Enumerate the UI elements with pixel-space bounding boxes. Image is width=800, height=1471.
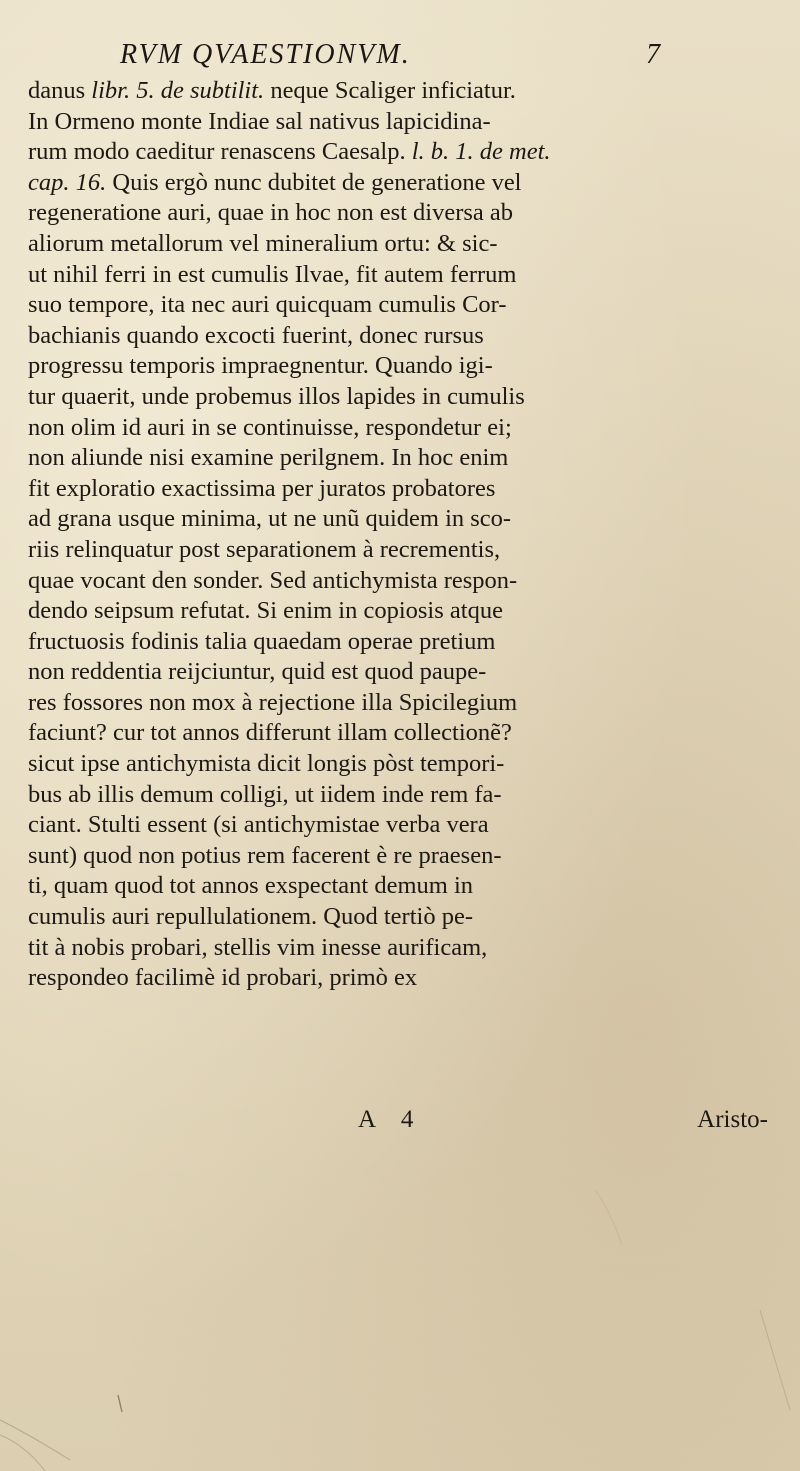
text-segment: rum modo caeditur renascens Caesalp. bbox=[28, 138, 412, 166]
text-segment: neque Scaliger inficiatur. bbox=[264, 77, 516, 104]
text-segment: progressu temporis impraegnentur. Quando igi- bbox=[28, 352, 493, 380]
text-line bbox=[28, 657, 776, 688]
text-segment: bachianis quando excocti fuerint, donec rursus bbox=[28, 321, 484, 349]
text-line bbox=[28, 290, 776, 321]
text-line bbox=[28, 321, 776, 352]
text-segment: regeneratione auri, quae in hoc non est diversa ab bbox=[28, 199, 514, 227]
page-header bbox=[120, 38, 660, 72]
catchword: Aristo- bbox=[697, 1106, 768, 1133]
text-segment: dendo seipsum refutat. Si enim in copiosis atque bbox=[28, 597, 503, 625]
text-segment: fructuosis fodinis talia quaedam operae pretium bbox=[28, 627, 496, 655]
text-segment: suo tempore, ita nec auri quicquam cumulis Cor- bbox=[28, 291, 507, 319]
text-segment: quae vocant den sonder. Sed antichymista respon- bbox=[28, 566, 518, 594]
italic-reference: libr. 5. de subtilit. bbox=[91, 77, 265, 104]
text-segment: non aliunde nisi examine perilgnem. In hoc enim bbox=[28, 444, 509, 472]
text-line bbox=[28, 810, 776, 841]
text-line bbox=[28, 443, 776, 474]
italic-reference: l. b. 1. de met. bbox=[411, 138, 551, 166]
text-line bbox=[28, 535, 776, 566]
text-segment: Quis ergò nunc dubitet de generatione vel bbox=[106, 168, 522, 196]
text-line bbox=[28, 749, 776, 780]
text-line bbox=[28, 260, 776, 291]
text-line bbox=[28, 107, 776, 138]
text-line bbox=[28, 168, 776, 199]
signature-mark: A 4 bbox=[358, 1106, 424, 1133]
text-segment: tit à nobis probari, stellis vim inesse aurificam, bbox=[28, 933, 488, 961]
text-line bbox=[28, 351, 776, 382]
text-line bbox=[28, 413, 776, 444]
body-text bbox=[28, 76, 776, 994]
text-line bbox=[28, 841, 776, 872]
text-segment: ad grana usque minima, ut ne unũ quidem in sco- bbox=[28, 505, 512, 533]
text-line bbox=[28, 596, 776, 627]
text-segment: riis relinquatur post separationem à recrementis, bbox=[28, 535, 501, 563]
running-title: RVM QVAESTIONVM. bbox=[120, 39, 411, 70]
text-line bbox=[28, 963, 776, 994]
blank-margin bbox=[0, 1150, 800, 1471]
text-segment: ut nihil ferri in est cumulis Ilvae, fit autem ferrum bbox=[28, 260, 517, 288]
text-line bbox=[28, 718, 776, 749]
text-segment: res fossores non mox à rejectione illa Spicilegium bbox=[28, 688, 518, 716]
text-segment: non olim id auri in se continuisse, respondetur ei; bbox=[28, 413, 512, 441]
text-segment: sicut ipse antichymista dicit longis pòst tempori- bbox=[28, 750, 505, 778]
text-segment: sunt) quod non potius rem facerent è re praesen- bbox=[28, 841, 502, 869]
italic-reference: cap. 16. bbox=[28, 168, 107, 196]
page-number: 7 bbox=[646, 39, 660, 70]
text-line bbox=[28, 198, 776, 229]
text-line bbox=[28, 627, 776, 658]
text-line bbox=[28, 76, 776, 107]
text-segment: respondeo facilimè id probari, primò ex bbox=[28, 964, 418, 992]
text-segment: In Ormeno monte Indiae sal nativus lapicidina- bbox=[28, 107, 491, 135]
text-line bbox=[28, 871, 776, 902]
text-segment: faciunt? cur tot annos differunt illam collectionẽ? bbox=[28, 719, 512, 747]
text-line bbox=[28, 229, 776, 260]
text-line bbox=[28, 688, 776, 719]
text-line bbox=[28, 780, 776, 811]
text-segment: ti, quam quod tot annos exspectant demum in bbox=[28, 872, 474, 900]
text-segment: danus bbox=[28, 77, 92, 104]
text-segment: non reddentia reijciuntur, quid est quod paupe- bbox=[28, 658, 487, 686]
page-footer bbox=[28, 1106, 768, 1140]
text-segment: cumulis auri repullulationem. Quod tertiò pe- bbox=[28, 903, 473, 931]
text-line bbox=[28, 902, 776, 933]
text-line bbox=[28, 566, 776, 597]
text-line bbox=[28, 474, 776, 505]
text-line bbox=[28, 933, 776, 964]
text-line bbox=[28, 382, 776, 413]
paper-crease-marks bbox=[0, 1150, 800, 1471]
text-segment: fit exploratio exactissima per juratos probatores bbox=[28, 474, 496, 502]
text-segment: ciant. Stulti essent (si antichymistae verba vera bbox=[28, 811, 489, 839]
text-line bbox=[28, 504, 776, 535]
text-segment: aliorum metallorum vel mineralium ortu: & sic- bbox=[28, 229, 498, 257]
text-segment: tur quaerit, unde probemus illos lapides in cumulis bbox=[28, 382, 525, 410]
text-line bbox=[28, 137, 776, 168]
text-segment: bus ab illis demum colligi, ut iidem inde rem fa- bbox=[28, 780, 502, 808]
